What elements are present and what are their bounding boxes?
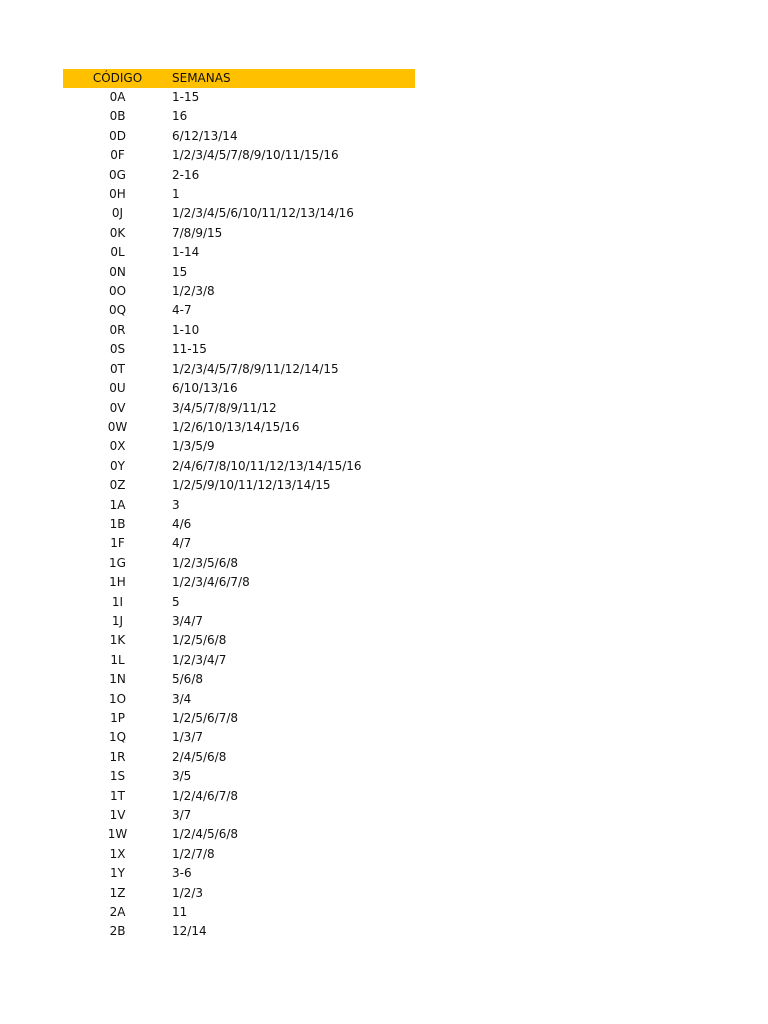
code-cell: 1H <box>109 575 126 590</box>
code-cell: 0J <box>111 206 124 221</box>
table-row <box>63 864 415 883</box>
table-row <box>63 224 415 243</box>
code-cell: 1L <box>110 652 125 667</box>
weeks-cell: 3/4/5/7/8/9/11/12 <box>172 400 277 415</box>
code-cell: 0A <box>109 90 126 104</box>
code-cell: 0U <box>109 381 126 396</box>
table-row <box>63 282 415 301</box>
weeks-cell: 1/2/6/10/13/14/15/16 <box>172 419 300 434</box>
table-row <box>63 728 415 747</box>
code-cell: 1Z <box>109 885 126 900</box>
code-cell: 0Z <box>109 478 126 493</box>
code-cell: 0L <box>110 245 125 260</box>
table-row <box>63 515 415 534</box>
weeks-cell: 11-15 <box>172 342 207 357</box>
code-cell: 1T <box>110 788 125 803</box>
table-row <box>63 612 415 631</box>
table-row <box>63 166 415 185</box>
code-cell: 1R <box>109 749 126 764</box>
table-body <box>63 88 415 942</box>
weeks-cell: 3/4 <box>172 691 192 706</box>
weeks-cell: 1/2/3/5/6/8 <box>172 555 239 570</box>
weeks-cell: 2/4/5/6/8 <box>172 749 227 764</box>
table-row <box>63 340 415 359</box>
code-cell: 0D <box>109 128 126 143</box>
weeks-cell: 1-14 <box>172 245 200 260</box>
code-cell: 0V <box>109 400 126 415</box>
code-cell: 0K <box>109 225 126 240</box>
table-row <box>63 185 415 204</box>
weeks-cell: 1/2/3/4/5/6/10/11/12/13/14/16 <box>172 206 354 221</box>
code-cell: 0R <box>109 322 126 337</box>
weeks-cell: 1/3/5/9 <box>172 439 215 454</box>
code-cell: 1W <box>107 827 128 842</box>
header-weeks: SEMANAS <box>172 71 231 85</box>
code-cell: 0Q <box>108 303 127 318</box>
weeks-cell: 4-7 <box>172 303 192 318</box>
table-row <box>63 534 415 553</box>
weeks-cell: 1/2/4/5/6/8 <box>172 827 239 842</box>
weeks-cell: 1/2/3/4/6/7/8 <box>172 575 250 590</box>
code-cell: 1Q <box>108 730 127 745</box>
weeks-cell: 1-10 <box>172 322 200 337</box>
table-row <box>63 787 415 806</box>
table-row <box>63 457 415 476</box>
weeks-cell: 1/2/5/6/8 <box>172 633 227 648</box>
weeks-cell: 6/10/13/16 <box>172 381 238 396</box>
weeks-cell: 3-6 <box>172 866 192 881</box>
schedule-table <box>63 69 415 942</box>
weeks-cell: 1/3/7 <box>172 730 203 745</box>
table-row <box>63 243 415 262</box>
code-cell: 1O <box>108 691 127 706</box>
weeks-cell: 1/2/3/4/5/7/8/9/10/11/15/16 <box>172 148 339 163</box>
weeks-cell: 16 <box>172 109 188 124</box>
weeks-cell: 3 <box>172 497 180 512</box>
code-cell: 0G <box>109 167 126 182</box>
table-row <box>63 690 415 709</box>
table-row <box>63 204 415 223</box>
table-row <box>63 767 415 786</box>
weeks-cell: 1/2/4/6/7/8 <box>172 788 239 803</box>
weeks-cell: 1/2/5/6/7/8 <box>172 711 239 725</box>
table-row <box>63 88 415 107</box>
code-cell: 0S <box>109 342 126 357</box>
weeks-cell: 3/7 <box>172 808 192 823</box>
code-cell: 0X <box>109 439 126 454</box>
code-cell: 0H <box>109 187 126 202</box>
code-cell: 2B <box>109 924 126 939</box>
table-row <box>63 554 415 573</box>
weeks-cell: 4/7 <box>172 536 192 551</box>
table-row <box>63 360 415 379</box>
table-row <box>63 593 415 612</box>
weeks-cell: 1/2/3 <box>172 885 203 900</box>
code-cell: 1S <box>109 769 126 784</box>
code-cell: 1A <box>109 497 126 512</box>
weeks-cell: 1/2/7/8 <box>172 846 215 861</box>
code-cell: 1F <box>110 536 125 551</box>
table-row <box>63 476 415 495</box>
code-cell: 0W <box>107 419 128 434</box>
weeks-cell: 1 <box>172 187 180 202</box>
table-row <box>63 437 415 456</box>
table-row <box>63 845 415 864</box>
table-row <box>63 399 415 418</box>
weeks-cell: 5 <box>172 594 180 609</box>
table-row <box>63 709 415 728</box>
weeks-cell: 12/14 <box>172 924 207 939</box>
code-cell: 0Y <box>110 458 125 473</box>
code-cell: 1K <box>109 633 126 648</box>
weeks-cell: 5/6/8 <box>172 672 203 687</box>
header-row <box>63 69 415 88</box>
code-cell: 0T <box>110 361 125 376</box>
code-cell: 0F <box>110 148 125 163</box>
weeks-cell: 1/2/3/4/5/7/8/9/11/12/14/15 <box>172 361 339 376</box>
code-cell: 1X <box>109 846 126 861</box>
weeks-cell: 15 <box>172 264 188 279</box>
code-cell: 1V <box>109 808 126 823</box>
weeks-cell: 6/12/13/14 <box>172 128 238 143</box>
code-cell: 1N <box>109 672 126 687</box>
weeks-cell: 4/6 <box>172 516 192 531</box>
table-row <box>63 651 415 670</box>
weeks-cell: 2/4/6/7/8/10/11/12/13/14/15/16 <box>172 458 362 473</box>
code-cell: 0O <box>108 284 127 299</box>
code-cell: 1P <box>110 711 125 725</box>
table-row <box>63 496 415 515</box>
code-cell: 0B <box>109 109 126 124</box>
table-row <box>63 806 415 825</box>
table-row <box>63 573 415 592</box>
table-row <box>63 922 415 941</box>
table-row <box>63 825 415 844</box>
weeks-cell: 2-16 <box>172 167 200 182</box>
table-row <box>63 631 415 650</box>
table-row <box>63 107 415 126</box>
table-row <box>63 903 415 922</box>
code-cell: 1I <box>111 594 124 609</box>
weeks-cell: 11 <box>172 905 188 920</box>
weeks-cell: 7/8/9/15 <box>172 225 223 240</box>
table-row <box>63 884 415 903</box>
weeks-cell: 3/4/7 <box>172 613 203 628</box>
table-row <box>63 263 415 282</box>
weeks-cell: 3/5 <box>172 769 192 784</box>
code-cell: 1B <box>109 516 126 531</box>
table-row <box>63 418 415 437</box>
code-cell: 1J <box>111 613 124 628</box>
table-row <box>63 301 415 320</box>
header-code: CÓDIGO <box>92 71 143 85</box>
table-row <box>63 670 415 689</box>
code-cell: 1Y <box>110 866 125 881</box>
table-row <box>63 127 415 146</box>
weeks-cell: 1/2/3/8 <box>172 284 215 299</box>
table-row <box>63 748 415 767</box>
table-row <box>63 379 415 398</box>
weeks-cell: 1-15 <box>172 90 200 104</box>
code-cell: 0N <box>109 264 126 279</box>
table-row <box>63 321 415 340</box>
weeks-cell: 1/2/5/9/10/11/12/13/14/15 <box>172 478 331 493</box>
weeks-cell: 1/2/3/4/7 <box>172 652 227 667</box>
code-cell: 2A <box>109 905 126 920</box>
code-cell: 1G <box>109 555 126 570</box>
table-row <box>63 146 415 165</box>
